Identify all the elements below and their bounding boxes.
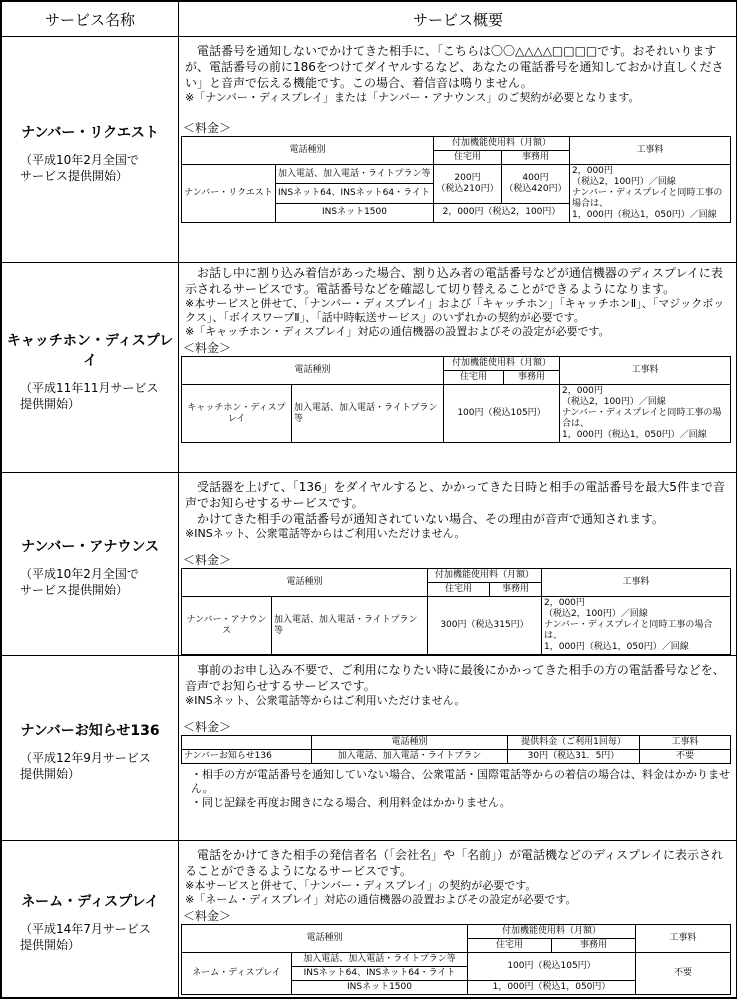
row-fee: 2，000円（税込2，100円） bbox=[434, 203, 570, 222]
description-text: 受話器を上げて、「136」をダイヤルすると、かかってきた日時と相手の電話番号を最大5件まで音声でお知らせするサービスです。 bbox=[185, 480, 725, 510]
description-text: 電話をかけてきた相手の発信者名（「会社名」や「名前」）が電話機などのディスプレイに表示されることができるようになるサービスです。 bbox=[185, 848, 723, 878]
row-service-name: キャッチホン・ディスプレイ bbox=[182, 385, 292, 443]
row-installation-fee: 2，000円 （税込2，100円）／回線 ナンバー・ディスプレイと同時工事の場合は、 1，000円（税込1，050円）／回線 bbox=[570, 165, 731, 223]
row-service-name: ナンバー・リクエスト bbox=[182, 165, 276, 223]
row-installation-fee: 2，000円 （税込2，100円）／回線 ナンバー・ディスプレイと同時工事の場合は、 1，000円（税込1，050円）／回線 bbox=[560, 385, 731, 443]
description-text: 事前のお申し込み不要で、ご利用になりたい時に最後にかかってきた相手の方の電話番号などを、音声でお知らせするサービスです。 bbox=[185, 663, 725, 693]
row-phone-type: INSネット1500 bbox=[276, 203, 434, 222]
row-installation-fee: 2，000円 （税込2，100円）／回線 ナンバー・ディスプレイと同時工事の場合は、 1，000円（税込1，050円）／回線 bbox=[542, 597, 731, 655]
th-business: 事務用 bbox=[502, 151, 570, 165]
row-home-fee: 200円 （税込210円） bbox=[434, 165, 502, 204]
bullet-note: ・相手の方が電話番号を通知していない場合、公衆電話・国際電話等からの着信の場合は、料金はかかりません。 bbox=[191, 768, 730, 795]
row-phone-type: 加入電話、加入電話・ライトプラン等 bbox=[276, 165, 434, 184]
service-start-note: （平成10年2月全国で サービス提供開始） bbox=[20, 152, 139, 183]
th-phone-type: 電話種別 bbox=[312, 736, 508, 750]
service-row-number-request bbox=[2, 37, 737, 263]
th-monthly-fee: 付加機能使用料（月額） bbox=[444, 357, 560, 371]
row-phone-type: 加入電話、加入電話・ライトプラン bbox=[312, 750, 508, 764]
fee-table bbox=[181, 136, 731, 223]
service-description bbox=[179, 37, 737, 105]
description-note: ※「キャッチホン・ディスプレイ」対応の通信機器の設置およびその設定が必要です。 bbox=[185, 325, 610, 338]
description-note: ※「ネーム・ディスプレイ」対応の通信機器の設置およびその設定が必要です。 bbox=[185, 893, 577, 906]
row-phone-type: INSネット64、INSネット64・ライト bbox=[276, 184, 434, 203]
th-installation-fee: 工事料 bbox=[570, 137, 731, 165]
row-fee: 100円（税込105円） bbox=[468, 953, 636, 981]
th-installation-fee: 工事料 bbox=[542, 569, 731, 597]
row-business-fee: 400円 （税込420円） bbox=[502, 165, 570, 204]
service-table bbox=[1, 1, 737, 998]
th-usage-fee: 提供料金（ご利用1回毎） bbox=[508, 736, 640, 750]
fee-label: ＜料金＞ bbox=[183, 341, 232, 355]
row-installation-fee: 不要 bbox=[636, 953, 731, 995]
th-monthly-fee: 付加機能使用料（月額） bbox=[434, 137, 570, 151]
th-installation-fee: 工事料 bbox=[560, 357, 731, 385]
fee-table bbox=[181, 924, 731, 995]
fee-table bbox=[181, 568, 731, 655]
th-business: 事務用 bbox=[552, 939, 636, 953]
row-phone-type: INSネット64、INSネット64・ライト bbox=[292, 967, 468, 981]
description-note: ※「ナンバー・ディスプレイ」または「ナンバー・アナウンス」のご契約が必要となります。 bbox=[185, 91, 640, 104]
th-phone-type: 電話種別 bbox=[182, 925, 468, 953]
th-phone-type: 電話種別 bbox=[182, 569, 428, 597]
service-start-note: （平成10年2月全国で サービス提供開始） bbox=[20, 567, 139, 597]
th-home: 住宅用 bbox=[444, 371, 504, 385]
th-business: 事務用 bbox=[504, 371, 560, 385]
service-row-number-oshirase-136 bbox=[2, 656, 737, 841]
th-monthly-fee: 付加機能使用料（月額） bbox=[428, 569, 542, 583]
service-row-number-announce bbox=[2, 473, 737, 656]
service-start-note: （平成14年7月サービス 提供開始） bbox=[20, 922, 151, 952]
service-description bbox=[179, 263, 737, 339]
th-home: 住宅用 bbox=[428, 583, 490, 597]
fee-table bbox=[181, 735, 731, 764]
fee-label: ＜料金＞ bbox=[183, 720, 232, 734]
service-name: キャッチホン・ディスプレイ bbox=[6, 332, 174, 369]
description-text: お話し中に割り込み着信があった場合、割り込み者の電話番号などが通信機器のディスプレイに表示されるサービスです。電話番号などを確認して切り替えることができるようになります。 bbox=[185, 266, 723, 296]
service-start-note: （平成12年9月サービス 提供開始） bbox=[20, 751, 151, 781]
service-name: ナンバーお知らせ136 bbox=[20, 723, 160, 739]
row-installation-fee: 不要 bbox=[640, 750, 731, 764]
description-note: ※本サービスと併せて、「ナンバー・ディスプレイ」の契約が必要です。 bbox=[185, 879, 537, 892]
row-service-name: ナンバーお知らせ136 bbox=[182, 750, 312, 764]
service-name: ナンバー・リクエスト bbox=[21, 124, 159, 141]
description-note: ※INSネット、公衆電話等からはご利用いただけません。 bbox=[185, 527, 466, 540]
row-service-name: ネーム・ディスプレイ bbox=[182, 953, 292, 995]
service-description bbox=[179, 656, 737, 708]
header-service-name: サービス名称 bbox=[2, 2, 179, 37]
row-phone-type: 加入電話、加入電話・ライトプラン等 bbox=[272, 597, 428, 655]
service-description bbox=[179, 473, 737, 541]
header-service-summary: サービス概要 bbox=[179, 2, 737, 37]
service-row-catchphone-display bbox=[2, 263, 737, 473]
bullet-note: ・同じ記録を再度お聞きになる場合、利用料金はかかりません。 bbox=[191, 796, 511, 809]
th-phone-type: 電話種別 bbox=[182, 357, 444, 385]
row-phone-type: 加入電話、加入電話・ライトプラン等 bbox=[292, 385, 444, 443]
th-installation-fee: 工事料 bbox=[636, 925, 731, 953]
fee-label: ＜料金＞ bbox=[183, 553, 232, 567]
th-business: 事務用 bbox=[490, 583, 542, 597]
service-start-note: （平成11年11月サービス 提供開始） bbox=[20, 380, 159, 411]
service-name: ナンバー・アナウンス bbox=[21, 539, 159, 555]
th-home: 住宅用 bbox=[468, 939, 552, 953]
row-fee: 1，000円（税込1，050円） bbox=[468, 981, 636, 995]
service-name: ネーム・ディスプレイ bbox=[21, 894, 159, 910]
fee-label: ＜料金＞ bbox=[183, 121, 232, 135]
row-fee: 300円（税込315円） bbox=[428, 597, 542, 655]
service-description bbox=[179, 841, 737, 907]
th-installation-fee: 工事料 bbox=[640, 736, 731, 750]
row-phone-type: 加入電話、加入電話・ライトプラン等 bbox=[292, 953, 468, 967]
service-row-name-display bbox=[2, 841, 737, 998]
th-phone-type: 電話種別 bbox=[182, 137, 434, 165]
header-row bbox=[2, 2, 737, 37]
description-note: ※本サービスと併せて、「ナンバー・ディスプレイ」および「キャッチホン」「キャッチホンⅡ」、「マジックボックス」、「ボイスワープⅡ」、「話中時転送サービス」のいずれかの契約が必要です。 bbox=[185, 297, 725, 324]
row-fee: 100円（税込105円） bbox=[444, 385, 560, 443]
row-phone-type: INSネット1500 bbox=[292, 981, 468, 995]
fee-label: ＜料金＞ bbox=[183, 909, 232, 923]
th-monthly-fee: 付加機能使用料（月額） bbox=[468, 925, 636, 939]
description-note: ※INSネット、公衆電話等からはご利用いただけません。 bbox=[185, 694, 466, 707]
row-fee: 30円（税込31．5円） bbox=[508, 750, 640, 764]
row-service-name: ナンバー・アナウンス bbox=[182, 597, 272, 655]
description-text: 電話番号を通知しないでかけてきた相手に、「こちらは〇〇△△△△□□□□です。おそれいりますが、電話番号の前に186をつけてダイヤルするなど、あなたの電話番号を通知しておかけ直しください」と音声で伝える機能です。この場合、着信音は鳴りません。 bbox=[185, 44, 724, 90]
description-text: かけてきた相手の電話番号が通知されていない場合、その理由が音声で通知されます。 bbox=[197, 512, 665, 526]
th-home: 住宅用 bbox=[434, 151, 502, 165]
fee-table bbox=[181, 356, 731, 443]
